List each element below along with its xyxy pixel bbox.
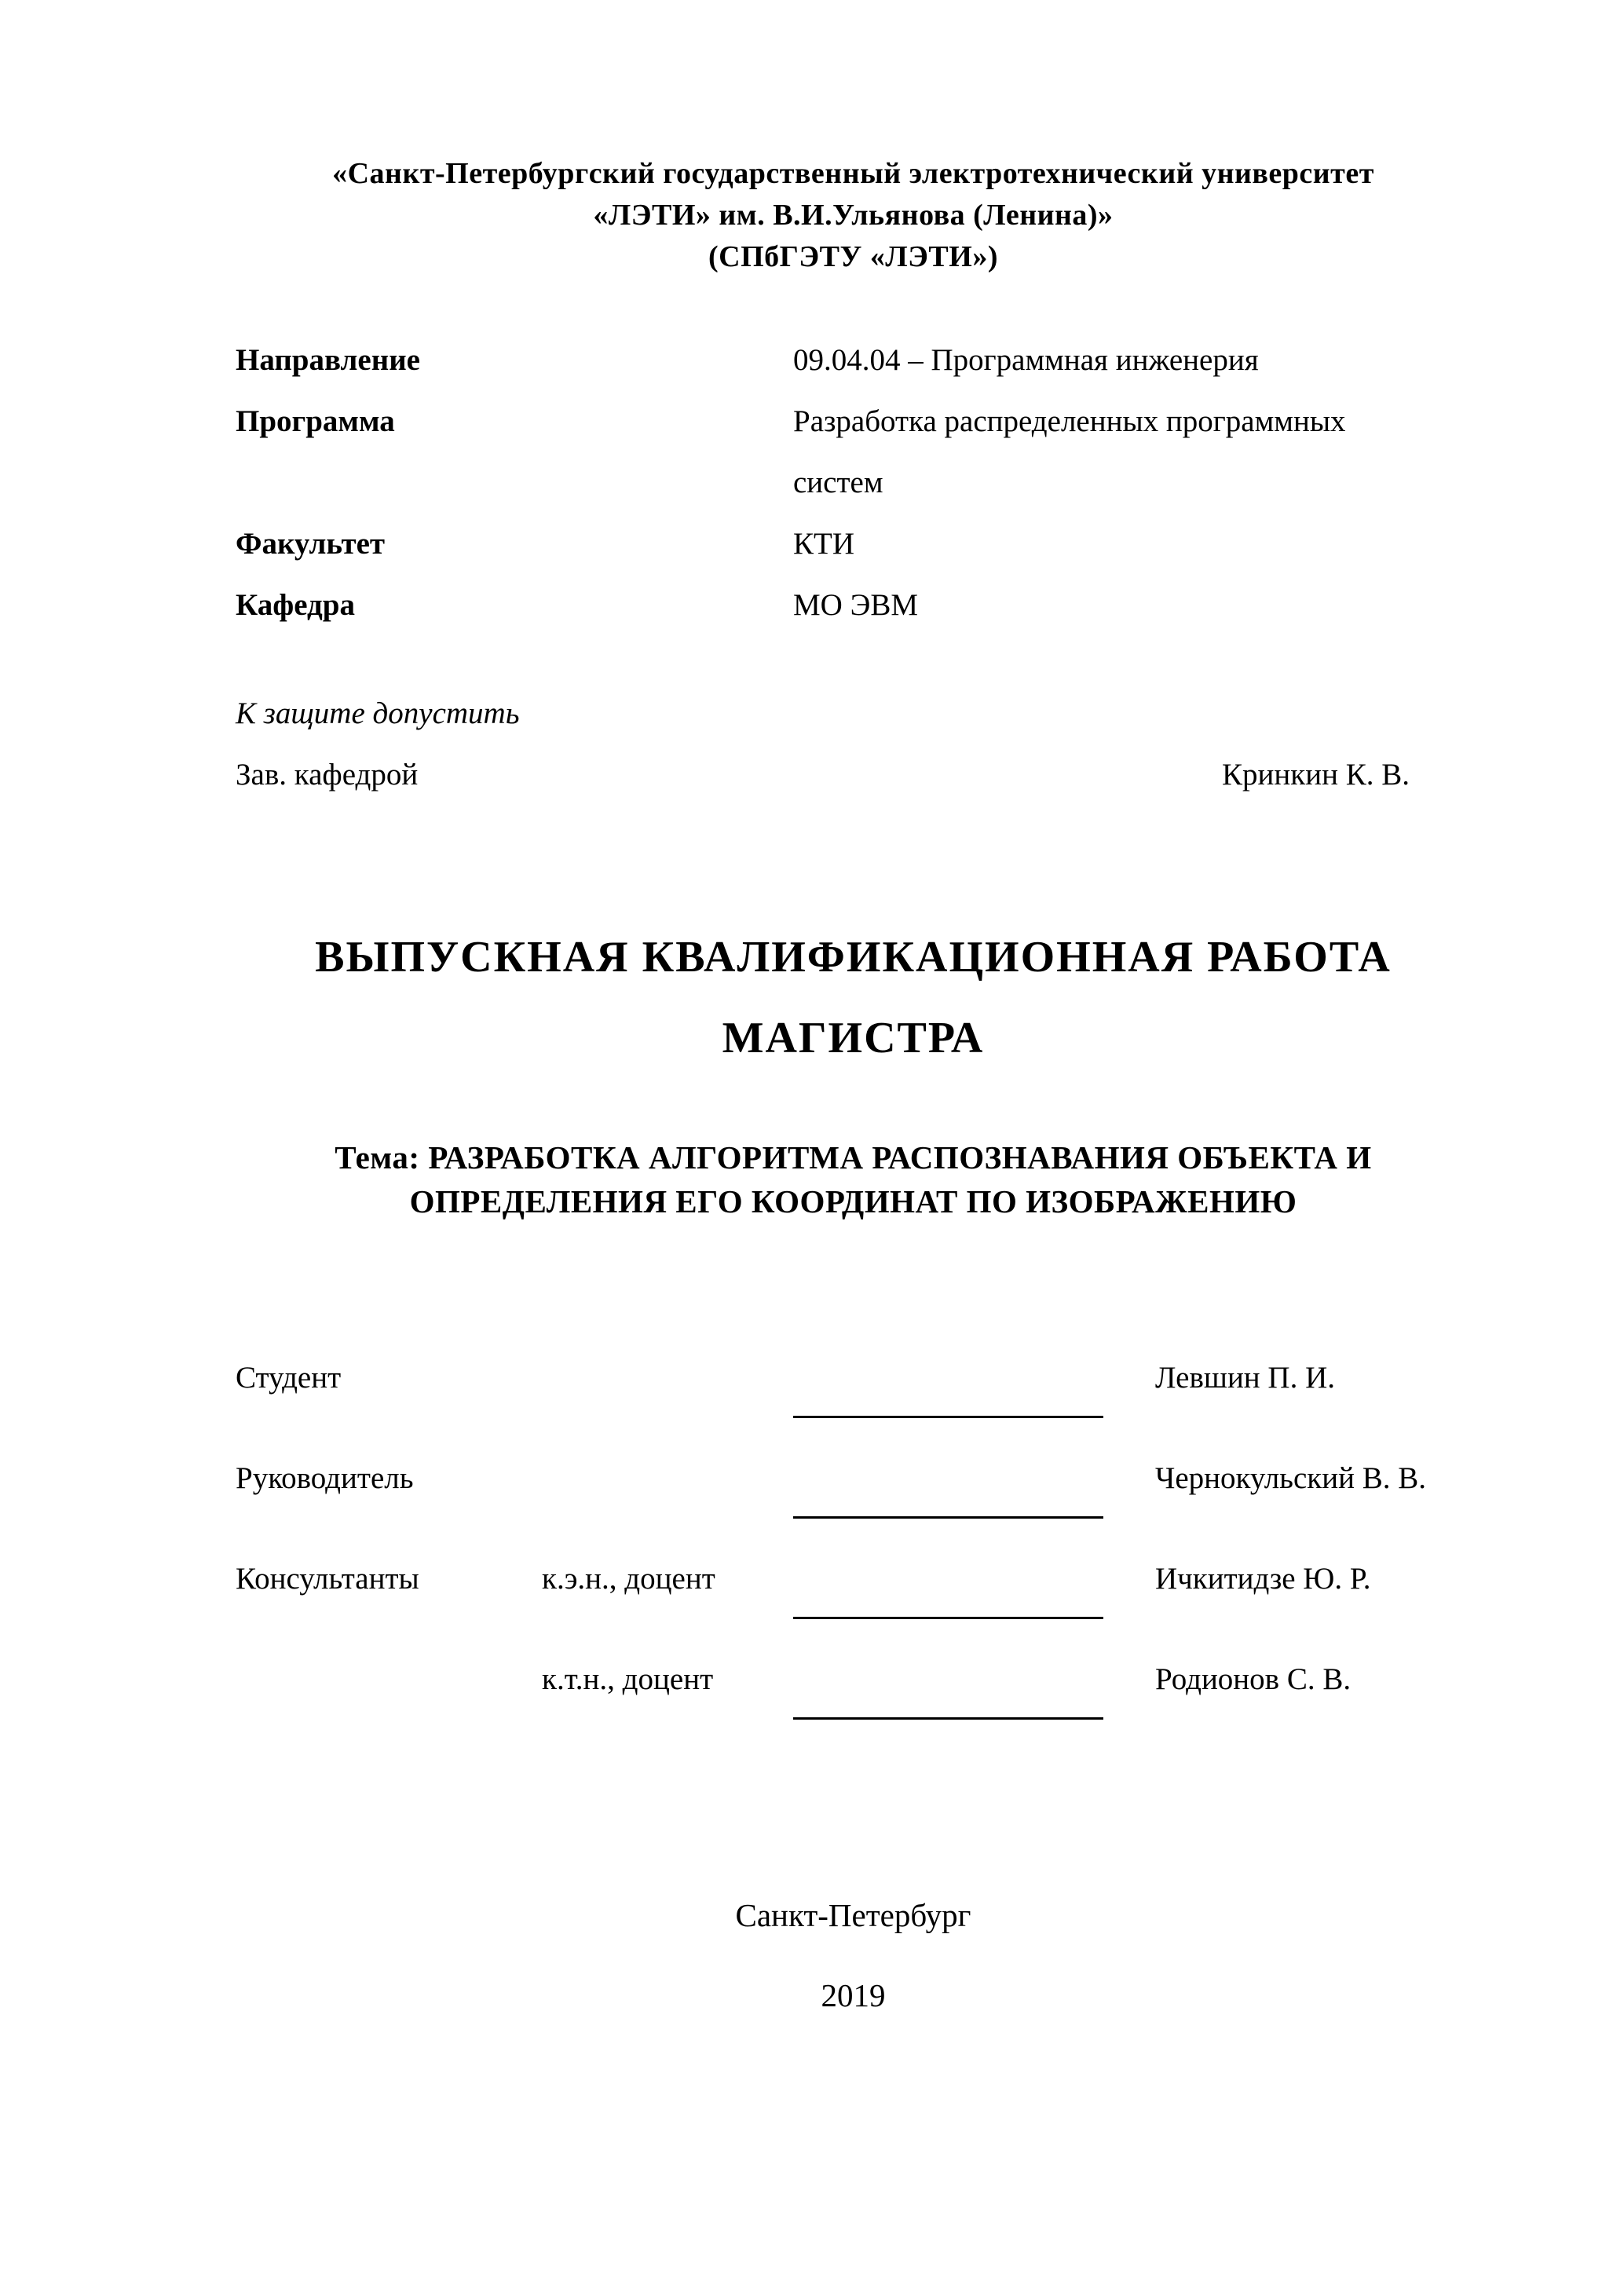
department-head-label: Зав. кафедрой xyxy=(236,758,419,792)
field-value-program-line2: систем xyxy=(793,466,883,499)
thesis-theme-line1: Тема: РАЗРАБОТКА АЛГОРИТМА РАСПОЗНАВАНИЯ ОБЪЕКТА И xyxy=(335,1139,1372,1175)
signature-line xyxy=(793,1372,1103,1418)
signature-row-consultant-1 xyxy=(236,1548,1471,1610)
admission-block xyxy=(236,683,1471,806)
signature-degree xyxy=(542,1448,793,1509)
field-row-faculty xyxy=(236,514,1471,575)
footer-block xyxy=(236,1875,1471,2035)
signature-row-student xyxy=(236,1347,1471,1409)
signature-name: Чернокульский В. В. xyxy=(1155,1461,1426,1495)
thesis-theme xyxy=(236,1135,1471,1223)
field-value-direction: 09.04.04 – Программная инженерия xyxy=(793,343,1259,377)
signature-degree: к.э.н., доцент xyxy=(542,1562,715,1596)
thesis-title xyxy=(236,917,1471,1079)
thesis-theme-line2: ОПРЕДЕЛЕНИЯ ЕГО КООРДИНАТ ПО ИЗОБРАЖЕНИЮ xyxy=(409,1183,1297,1219)
department-head-name: Кринкин К. В. xyxy=(1222,758,1410,792)
field-label-direction: Направление xyxy=(236,343,420,377)
footer-year: 2019 xyxy=(821,1977,886,2013)
signature-role xyxy=(236,1649,542,1710)
field-row-program xyxy=(236,391,1471,514)
field-label-faculty: Факультет xyxy=(236,527,386,561)
field-label-department: Кафедра xyxy=(236,588,355,622)
signature-degree: к.т.н., доцент xyxy=(542,1662,714,1696)
signature-row-consultant-2 xyxy=(236,1649,1471,1710)
signature-line xyxy=(793,1472,1103,1519)
field-value-faculty: КТИ xyxy=(793,527,854,561)
thesis-title-line1: ВЫПУСКНАЯ КВАЛИФИКАЦИОННАЯ РАБОТА xyxy=(315,933,1392,982)
signature-row-supervisor xyxy=(236,1448,1471,1509)
university-name-line2: «ЛЭТИ» им. В.И.Ульянова (Ленина)» xyxy=(593,199,1114,232)
signature-line xyxy=(793,1573,1103,1619)
signature-role: Студент xyxy=(236,1361,342,1395)
thesis-title-line2: МАГИСТРА xyxy=(722,1014,985,1062)
field-row-department xyxy=(236,575,1471,636)
signature-role: Консультанты xyxy=(236,1562,419,1596)
signature-name: Ичкитидзе Ю. Р. xyxy=(1155,1562,1371,1596)
field-value-program xyxy=(793,391,1346,514)
signature-line xyxy=(793,1673,1103,1720)
admission-row xyxy=(236,744,1471,806)
program-fields xyxy=(236,330,1471,636)
signature-degree xyxy=(542,1347,793,1409)
signature-block xyxy=(236,1347,1471,1710)
signature-name: Левшин П. И. xyxy=(1155,1361,1336,1395)
signature-name: Родионов С. В. xyxy=(1155,1662,1352,1696)
university-abbreviation: (СПбГЭТУ «ЛЭТИ») xyxy=(708,240,998,273)
university-header xyxy=(236,153,1471,278)
admission-phrase: К защите допустить xyxy=(236,696,520,730)
field-value-department: МО ЭВМ xyxy=(793,588,919,622)
field-label-program: Программа xyxy=(236,404,395,438)
footer-city: Санкт-Петербург xyxy=(735,1897,971,1933)
field-value-program-line1: Разработка распределенных программных xyxy=(793,404,1346,438)
field-row-direction xyxy=(236,330,1471,391)
signature-role: Руководитель xyxy=(236,1461,414,1495)
university-name-line1: «Санкт-Петербургский государственный электротехнический университет xyxy=(332,157,1374,190)
